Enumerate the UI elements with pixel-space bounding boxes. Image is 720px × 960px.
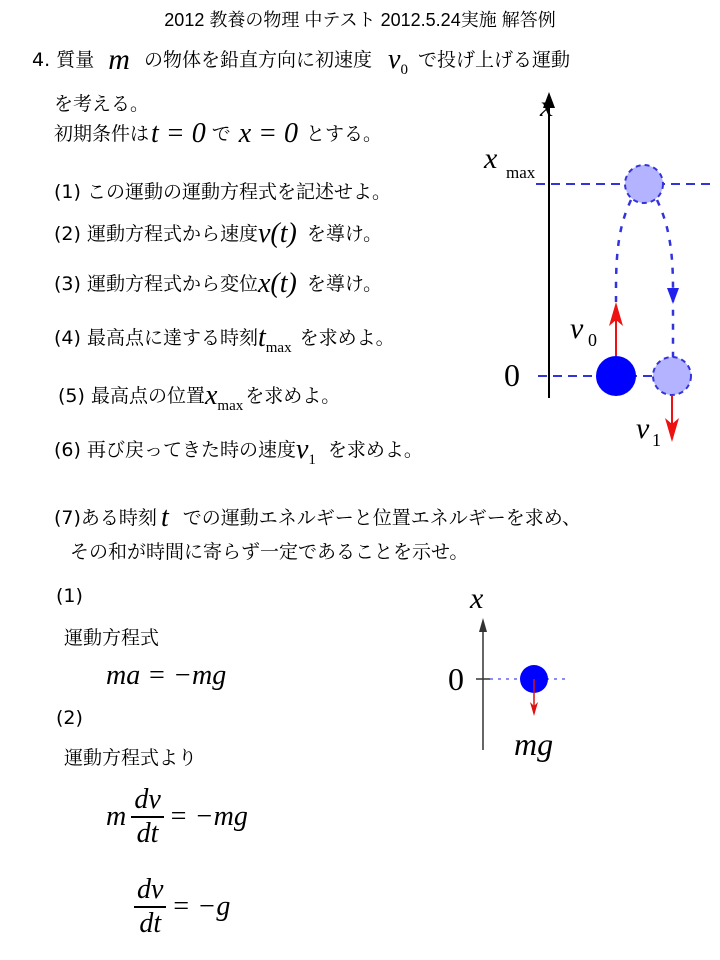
question-text: 再び戻ってきた時の速度 <box>86 439 296 461</box>
eq2-numerator: dv <box>137 874 164 905</box>
cond-text-a: 初期条件は <box>54 123 150 145</box>
question-7 <box>54 502 581 533</box>
answer-2-label: (2) <box>56 707 83 729</box>
falling-path <box>657 200 673 358</box>
question-text-post: での運動エネルギーと位置エネルギーを求め、 <box>182 507 581 529</box>
eq2-fraction <box>134 874 166 940</box>
question-4 <box>54 322 395 360</box>
equation-of-motion: ma = −mg <box>106 660 227 691</box>
problem-intro-line1 <box>32 43 571 82</box>
falling-direction-arrow-icon <box>667 288 679 304</box>
answer-2-heading: 運動方程式より <box>64 747 198 769</box>
cond-text-b: で <box>211 123 231 145</box>
xmax-label-base: x <box>484 142 498 175</box>
intro-text-b: の物体を鉛直方向に初速度 <box>143 49 372 71</box>
eq1-numerator: dv <box>134 784 161 815</box>
answer-1-label: (1) <box>56 585 83 607</box>
force-label: mg <box>514 726 554 762</box>
question-1 <box>54 180 391 204</box>
question-6 <box>54 434 423 472</box>
zero-label: 0 <box>504 357 520 393</box>
question-7-line2: その和が時間に寄らず一定であることを示せ。 <box>70 541 469 563</box>
eq1-denominator: dt <box>136 817 159 849</box>
question-text-post: を導け。 <box>306 273 383 295</box>
v1-sub: 1 <box>308 452 316 468</box>
equation-dv-dt <box>134 874 230 940</box>
v1-base: v <box>295 434 309 465</box>
question-text: ある時刻 <box>80 507 157 529</box>
answer-1-heading: 運動方程式 <box>64 627 160 649</box>
eq1-left: m <box>106 800 127 832</box>
question-text-post: を導け。 <box>306 223 383 245</box>
question-text-post: を求めよ。 <box>245 385 341 407</box>
eq1-fraction <box>131 784 163 850</box>
intro-text-c: で投げ上げる運動 <box>418 49 571 71</box>
problem-intro-line2: を考える。 <box>54 93 150 115</box>
question-text: 最高点に達する時刻 <box>86 327 258 349</box>
question-3 <box>54 268 383 299</box>
v0-base: v <box>388 44 401 75</box>
rising-path <box>616 200 631 318</box>
question-text: この運動の運動方程式を記述せよ。 <box>86 181 391 203</box>
mass-symbol: m <box>108 43 130 76</box>
question-label: (4) <box>54 327 81 349</box>
cond-t-equation: t = 0 <box>151 118 206 149</box>
xmax-sub: max <box>217 398 244 414</box>
cond-x-equation: x = 0 <box>238 118 299 149</box>
ball-initial <box>596 356 636 396</box>
initial-conditions <box>54 118 383 149</box>
question-text: 最高点の位置 <box>90 385 205 407</box>
xmax-base: x <box>204 380 218 411</box>
tmax-base: t <box>257 322 266 353</box>
question-label: (3) <box>54 273 81 295</box>
question-text-post: を求めよ。 <box>327 439 423 461</box>
question-5 <box>58 380 341 418</box>
question-label: (7) <box>54 507 81 529</box>
question-label: (2) <box>54 223 81 245</box>
x-axis-label: x <box>540 90 554 123</box>
x-axis-label: x <box>470 582 484 615</box>
v1-label-base: v <box>636 412 650 445</box>
tmax-sub: max <box>265 340 292 356</box>
cond-text-c: とする。 <box>306 123 383 145</box>
v0-label-subscript: 0 <box>588 330 597 350</box>
v0-sub: 0 <box>400 62 408 78</box>
ball-at-xmax <box>625 165 663 203</box>
problem-number: 4. <box>32 49 51 71</box>
intro-text-a: 質量 <box>56 49 95 71</box>
displacement-symbol: x(t) <box>257 268 297 299</box>
question-text: 運動方程式から速度 <box>86 223 258 245</box>
xmax-label-sub: max <box>506 163 536 182</box>
question-label: (1) <box>54 181 81 203</box>
v1-label-sub: 1 <box>652 430 661 450</box>
question-label: (5) <box>58 385 85 407</box>
question-2 <box>54 218 383 249</box>
zero-label: 0 <box>448 661 464 697</box>
question-text-post: を求めよ。 <box>299 327 395 349</box>
equation-dv-dt-mass <box>106 784 248 850</box>
time-symbol: t <box>160 502 169 533</box>
throw-diagram <box>470 88 720 458</box>
ball-returned <box>653 357 691 395</box>
velocity-symbol: v(t) <box>257 218 297 249</box>
v0-symbol <box>388 44 408 78</box>
eq2-denominator: dt <box>139 907 162 939</box>
question-text: 運動方程式から変位 <box>86 273 258 295</box>
page-title: 2012 教養の物理 中テスト 2012.5.24実施 解答例 <box>164 10 556 30</box>
x-axis-arrowhead-icon <box>479 618 487 632</box>
v0-label-base: v <box>570 312 584 345</box>
force-diagram <box>436 580 586 765</box>
eq2-right: = −g <box>171 890 231 922</box>
eq1-right: = −mg <box>168 800 248 832</box>
question-label: (6) <box>54 439 81 461</box>
